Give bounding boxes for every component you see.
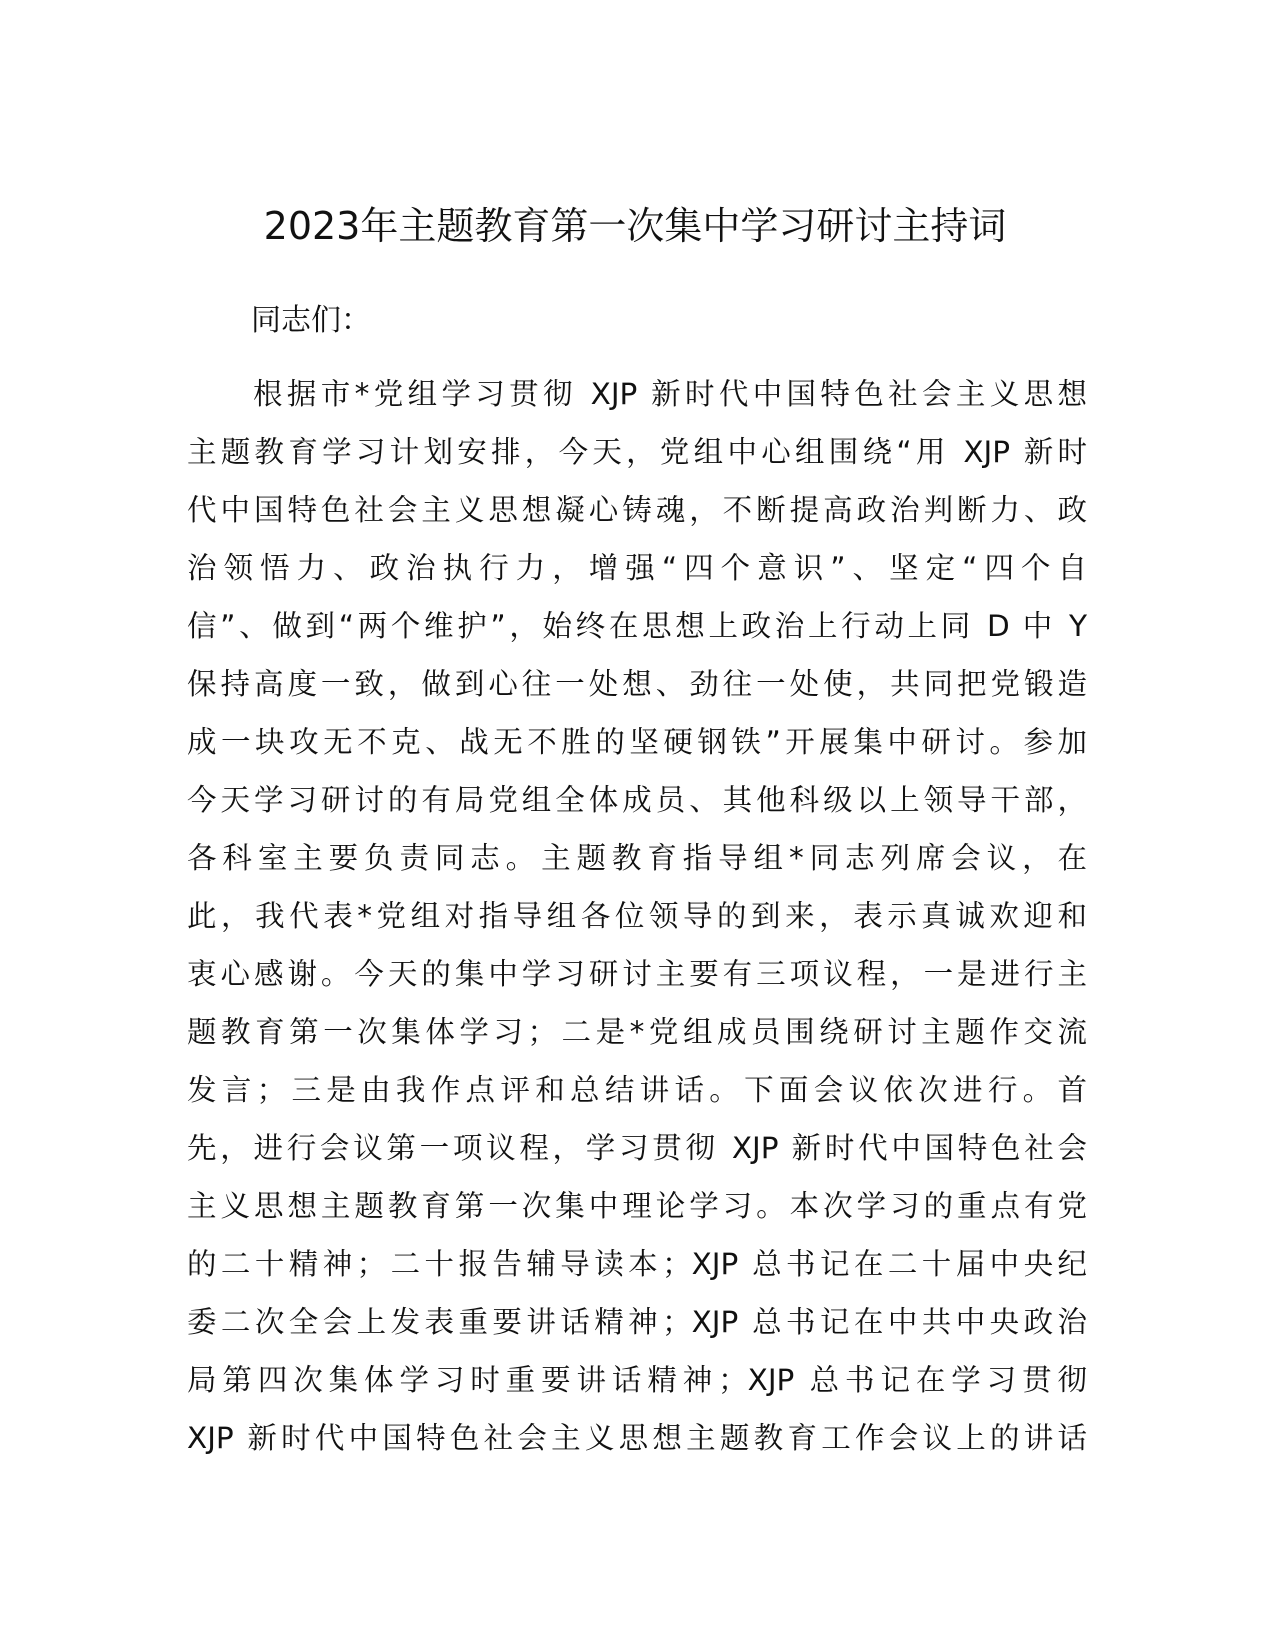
body-line: 各科室主要负责同志。主题教育指导组*同志列席会议，在 bbox=[187, 841, 1087, 875]
body-line: 主义思想主题教育第一次集中理论学习。本次学习的重点有党 bbox=[187, 1189, 1087, 1223]
body-line: 先，进行会议第一项议程，学习贯彻 XJP 新时代中国特色社会 bbox=[187, 1131, 1087, 1165]
body-line: 治领悟力、政治执行力，增强“四个意识”、坚定“四个自 bbox=[187, 551, 1087, 585]
body-line: 题教育第一次集体学习；二是*党组成员围绕研讨主题作交流 bbox=[187, 1015, 1087, 1049]
document-title: 2023年主题教育第一次集中学习研讨主持词 bbox=[263, 204, 1007, 248]
body-line: XJP 新时代中国特色社会主义思想主题教育工作会议上的讲话 bbox=[187, 1421, 1087, 1455]
body-line: 衷心感谢。今天的集中学习研讨主要有三项议程，一是进行主 bbox=[187, 957, 1087, 991]
body-line: 的二十精神；二十报告辅导读本；XJP 总书记在二十届中央纪 bbox=[187, 1247, 1087, 1281]
body-line: 根据市*党组学习贯彻 XJP 新时代中国特色社会主义思想 bbox=[253, 377, 1087, 411]
greeting: 同志们： bbox=[251, 303, 371, 338]
body-line: 代中国特色社会主义思想凝心铸魂，不断提高政治判断力、政 bbox=[187, 493, 1087, 527]
body-line: 局第四次集体学习时重要讲话精神；XJP 总书记在学习贯彻 bbox=[187, 1363, 1087, 1397]
body-line: 成一块攻无不克、战无不胜的坚硬钢铁”开展集中研讨。参加 bbox=[187, 725, 1087, 759]
body-line: 委二次全会上发表重要讲话精神；XJP 总书记在中共中央政治 bbox=[187, 1305, 1087, 1339]
body-line: 保持高度一致，做到心往一处想、劲往一处使，共同把党锻造 bbox=[187, 667, 1087, 701]
body-line: 发言；三是由我作点评和总结讲话。下面会议依次进行。首 bbox=[187, 1073, 1087, 1107]
body-paragraph bbox=[187, 373, 1087, 1475]
body-line: 今天学习研讨的有局党组全体成员、其他科级以上领导干部， bbox=[187, 783, 1087, 817]
body-line: 信”、做到“两个维护”，始终在思想上政治上行动上同 D 中 Y bbox=[187, 609, 1087, 643]
body-line: 主题教育学习计划安排，今天，党组中心组围绕“用 XJP 新时 bbox=[187, 435, 1087, 469]
body-line: 此，我代表*党组对指导组各位领导的到来，表示真诚欢迎和 bbox=[187, 899, 1087, 933]
